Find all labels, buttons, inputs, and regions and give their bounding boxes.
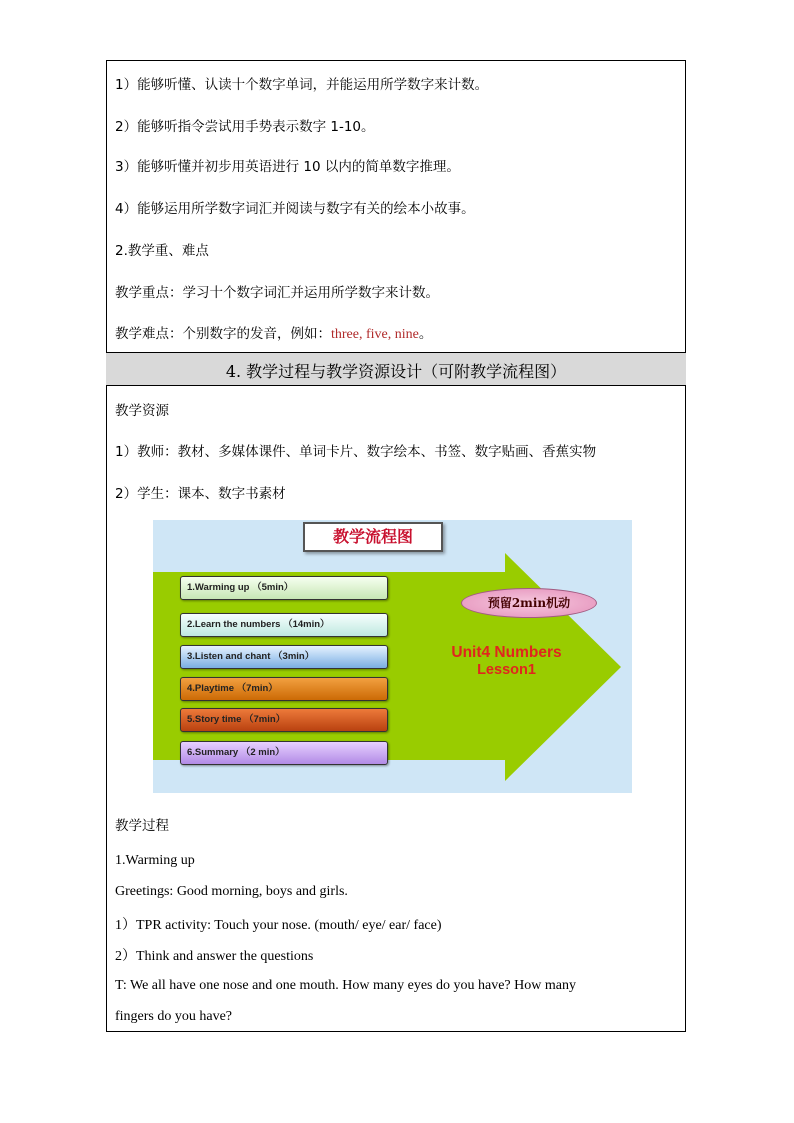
flow-reserve-bubble: 预留2min机动 [461, 588, 597, 618]
flow-unit-label [423, 644, 590, 678]
process-teacher-line-2: fingers do you have? [115, 1009, 233, 1024]
process-tpr: 1）TPR activity: Touch your nose. (mouth/ eye/ ear/ face) [115, 918, 442, 933]
process-step-1: 1.Warming up [115, 853, 195, 868]
objective-3: 3）能够听懂并初步用英语进行 10 以内的简单数字推理。 [115, 159, 460, 175]
objective-2: 2）能够听指令尝试用手势表示数字 1-10。 [115, 119, 375, 135]
difficulty-suffix: 。 [418, 326, 433, 342]
objective-1: 1）能够听懂、认读十个数字单词，并能运用所学数字来计数。 [115, 77, 489, 93]
flow-step-playtime: 4.Playtime （7min） [180, 677, 388, 701]
objective-4: 4）能够运用所学数字词汇并阅读与数字有关的绘本小故事。 [115, 201, 475, 217]
flow-step-summary: 6.Summary （2 min） [180, 741, 388, 765]
process-think: 2）Think and answer the questions [115, 949, 314, 964]
flow-step-story-time: 5.Story time （7min） [180, 708, 388, 732]
resources-heading: 教学资源 [115, 403, 169, 419]
flow-step-listen-chant: 3.Listen and chant （3min） [180, 645, 388, 669]
section-4-header [106, 352, 686, 386]
section-4-title: 4. 教学过程与教学资源设计（可附教学流程图） [225, 362, 567, 381]
process-heading: 教学过程 [115, 818, 169, 834]
keypoints-heading: 2.教学重、难点 [115, 243, 209, 259]
process-greetings: Greetings: Good morning, boys and girls. [115, 884, 348, 899]
difficulty-words: three, five, nine [331, 327, 419, 342]
flowchart-title: 教学流程图 [303, 522, 443, 552]
flowchart-image [153, 520, 632, 793]
difficulty-line [115, 325, 432, 344]
flow-unit-title: Unit4 Numbers [451, 644, 562, 661]
key-point: 教学重点：学习十个数字词汇并运用所学数字来计数。 [115, 285, 439, 301]
flow-step-learn-numbers: 2.Learn the numbers （14min） [180, 613, 388, 637]
resources-student: 2）学生：课本、数字书素材 [115, 486, 286, 502]
flow-step-warming-up: 1.Warming up （5min） [180, 576, 388, 600]
resources-teacher: 1）教师：教材、多媒体课件、单词卡片、数字绘本、书签、数字贴画、香蕉实物 [115, 444, 597, 460]
difficulty-prefix: 教学难点：个别数字的发音，例如： [115, 326, 331, 342]
process-teacher-line-1: T: We all have one nose and one mouth. How many eyes do you have? How many [115, 978, 576, 993]
flow-lesson-title: Lesson1 [477, 662, 536, 678]
